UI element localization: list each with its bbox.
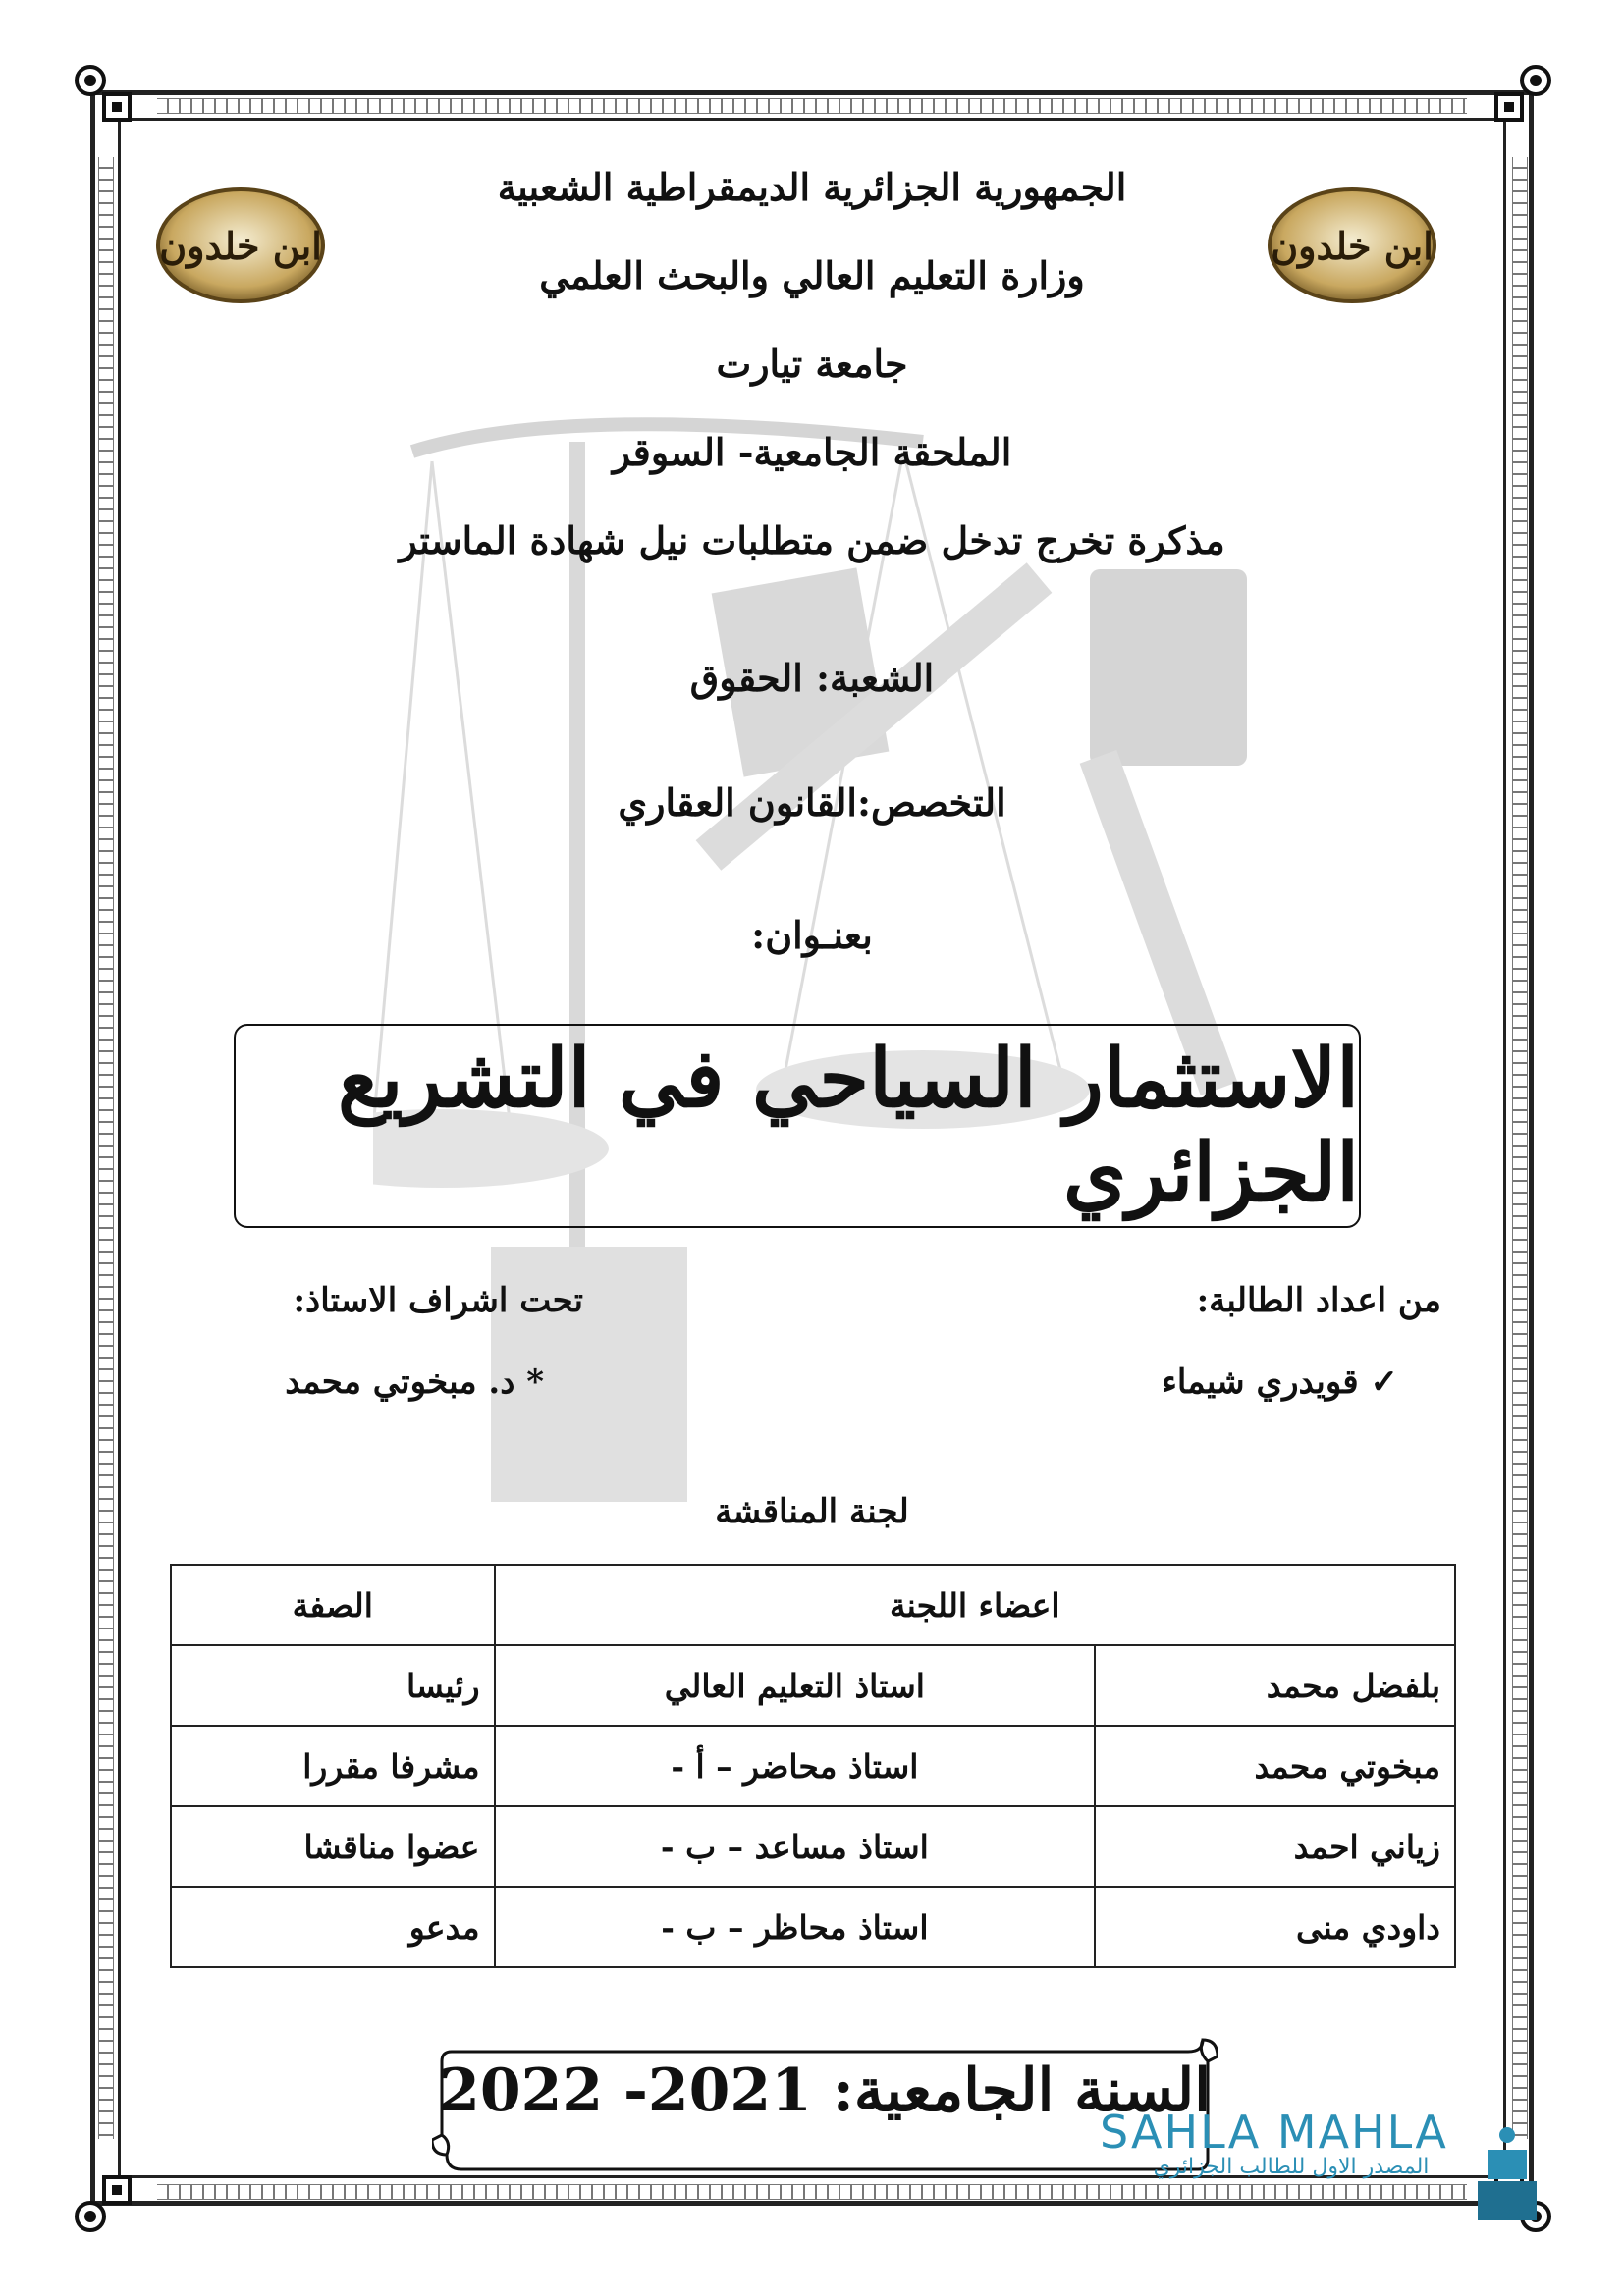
supervisor-name: * د. مبخوتي محمد <box>285 1362 544 1402</box>
thesis-description: مذكرة تخرج تدخل ضمن متطلبات نيل شهادة الماستر <box>399 518 1225 562</box>
gavel-icon <box>1011 550 1276 1099</box>
member-rank: استاذ مساعد – ب - <box>495 1806 1096 1887</box>
header-members: اعضاء اللجنة <box>495 1565 1455 1645</box>
corner-ornament-top-left <box>69 59 137 128</box>
republic-name: الجمهورية الجزائرية الديمقراطية الشعبية <box>497 165 1127 209</box>
header-role: الصفة <box>171 1565 495 1645</box>
border-tile-bottom <box>157 2184 1467 2200</box>
ministry-name: وزارة التعليم العالي والبحث العلمي <box>539 253 1085 297</box>
checkmark-icon: ✓ <box>1370 1362 1398 1402</box>
brand-logo-icon <box>1473 2120 1542 2228</box>
member-name: مبخوتي محمد <box>1095 1726 1455 1806</box>
university-name: جامعة تيارت <box>716 342 908 386</box>
member-name: داودي منى <box>1095 1887 1455 1967</box>
annex-name: الملحقة الجامعية- السوقر <box>612 430 1012 474</box>
thesis-title: الاستثمار السياحي في التشريع الجزائري <box>338 1032 1359 1220</box>
student-name: قويدري شيماء <box>1161 1362 1359 1402</box>
table-row <box>171 1645 1455 1726</box>
corner-ornament-top-right <box>1489 59 1557 128</box>
brand-tagline: المصدر الاول للطالب الجزائري <box>1153 2155 1430 2179</box>
table-row <box>171 1806 1455 1887</box>
thesis-title-box <box>234 1024 1361 1228</box>
member-role: مدعو <box>171 1887 495 1967</box>
member-rank: استاذ التعليم العالي <box>495 1645 1096 1726</box>
student-label: من اعداد الطالبة: <box>1196 1281 1441 1320</box>
table-row <box>171 1887 1455 1967</box>
svg-text:ابن خلدون: ابن خلدون <box>159 224 322 268</box>
supervisor-label: تحت اشراف الاستاذ: <box>293 1281 583 1320</box>
svg-text:ابن خلدون: ابن خلدون <box>1271 224 1434 268</box>
student-name-row <box>1162 1362 1398 1402</box>
specialty: التخصص:القانون العقاري <box>618 780 1006 825</box>
corner-ornament-bottom-left <box>69 2169 137 2238</box>
field-of-study: الشعبة: الحقوق <box>689 656 935 700</box>
member-name: بلفضل محمد <box>1095 1645 1455 1726</box>
member-rank: استاذ محاظر – ب - <box>495 1887 1096 1967</box>
member-role: عضوا مناقشا <box>171 1806 495 1887</box>
committee-table <box>170 1564 1456 1968</box>
brand-watermark: SAHLA MAHLA <box>1100 2106 1448 2159</box>
committee-heading: لجنة المناقشة <box>715 1492 909 1531</box>
title-label: بعنـوان: <box>751 913 873 957</box>
member-role: مشرفا مقررا <box>171 1726 495 1806</box>
member-name: زياني احمد <box>1095 1806 1455 1887</box>
academic-year: السنة الجامعية: 2021- 2022 <box>439 2056 1211 2125</box>
member-role: رئيسا <box>171 1645 495 1726</box>
table-header-row <box>171 1565 1455 1645</box>
table-row <box>171 1726 1455 1806</box>
member-rank: استاذ محاضر – أ - <box>495 1726 1096 1806</box>
border-tile-top <box>157 98 1467 114</box>
